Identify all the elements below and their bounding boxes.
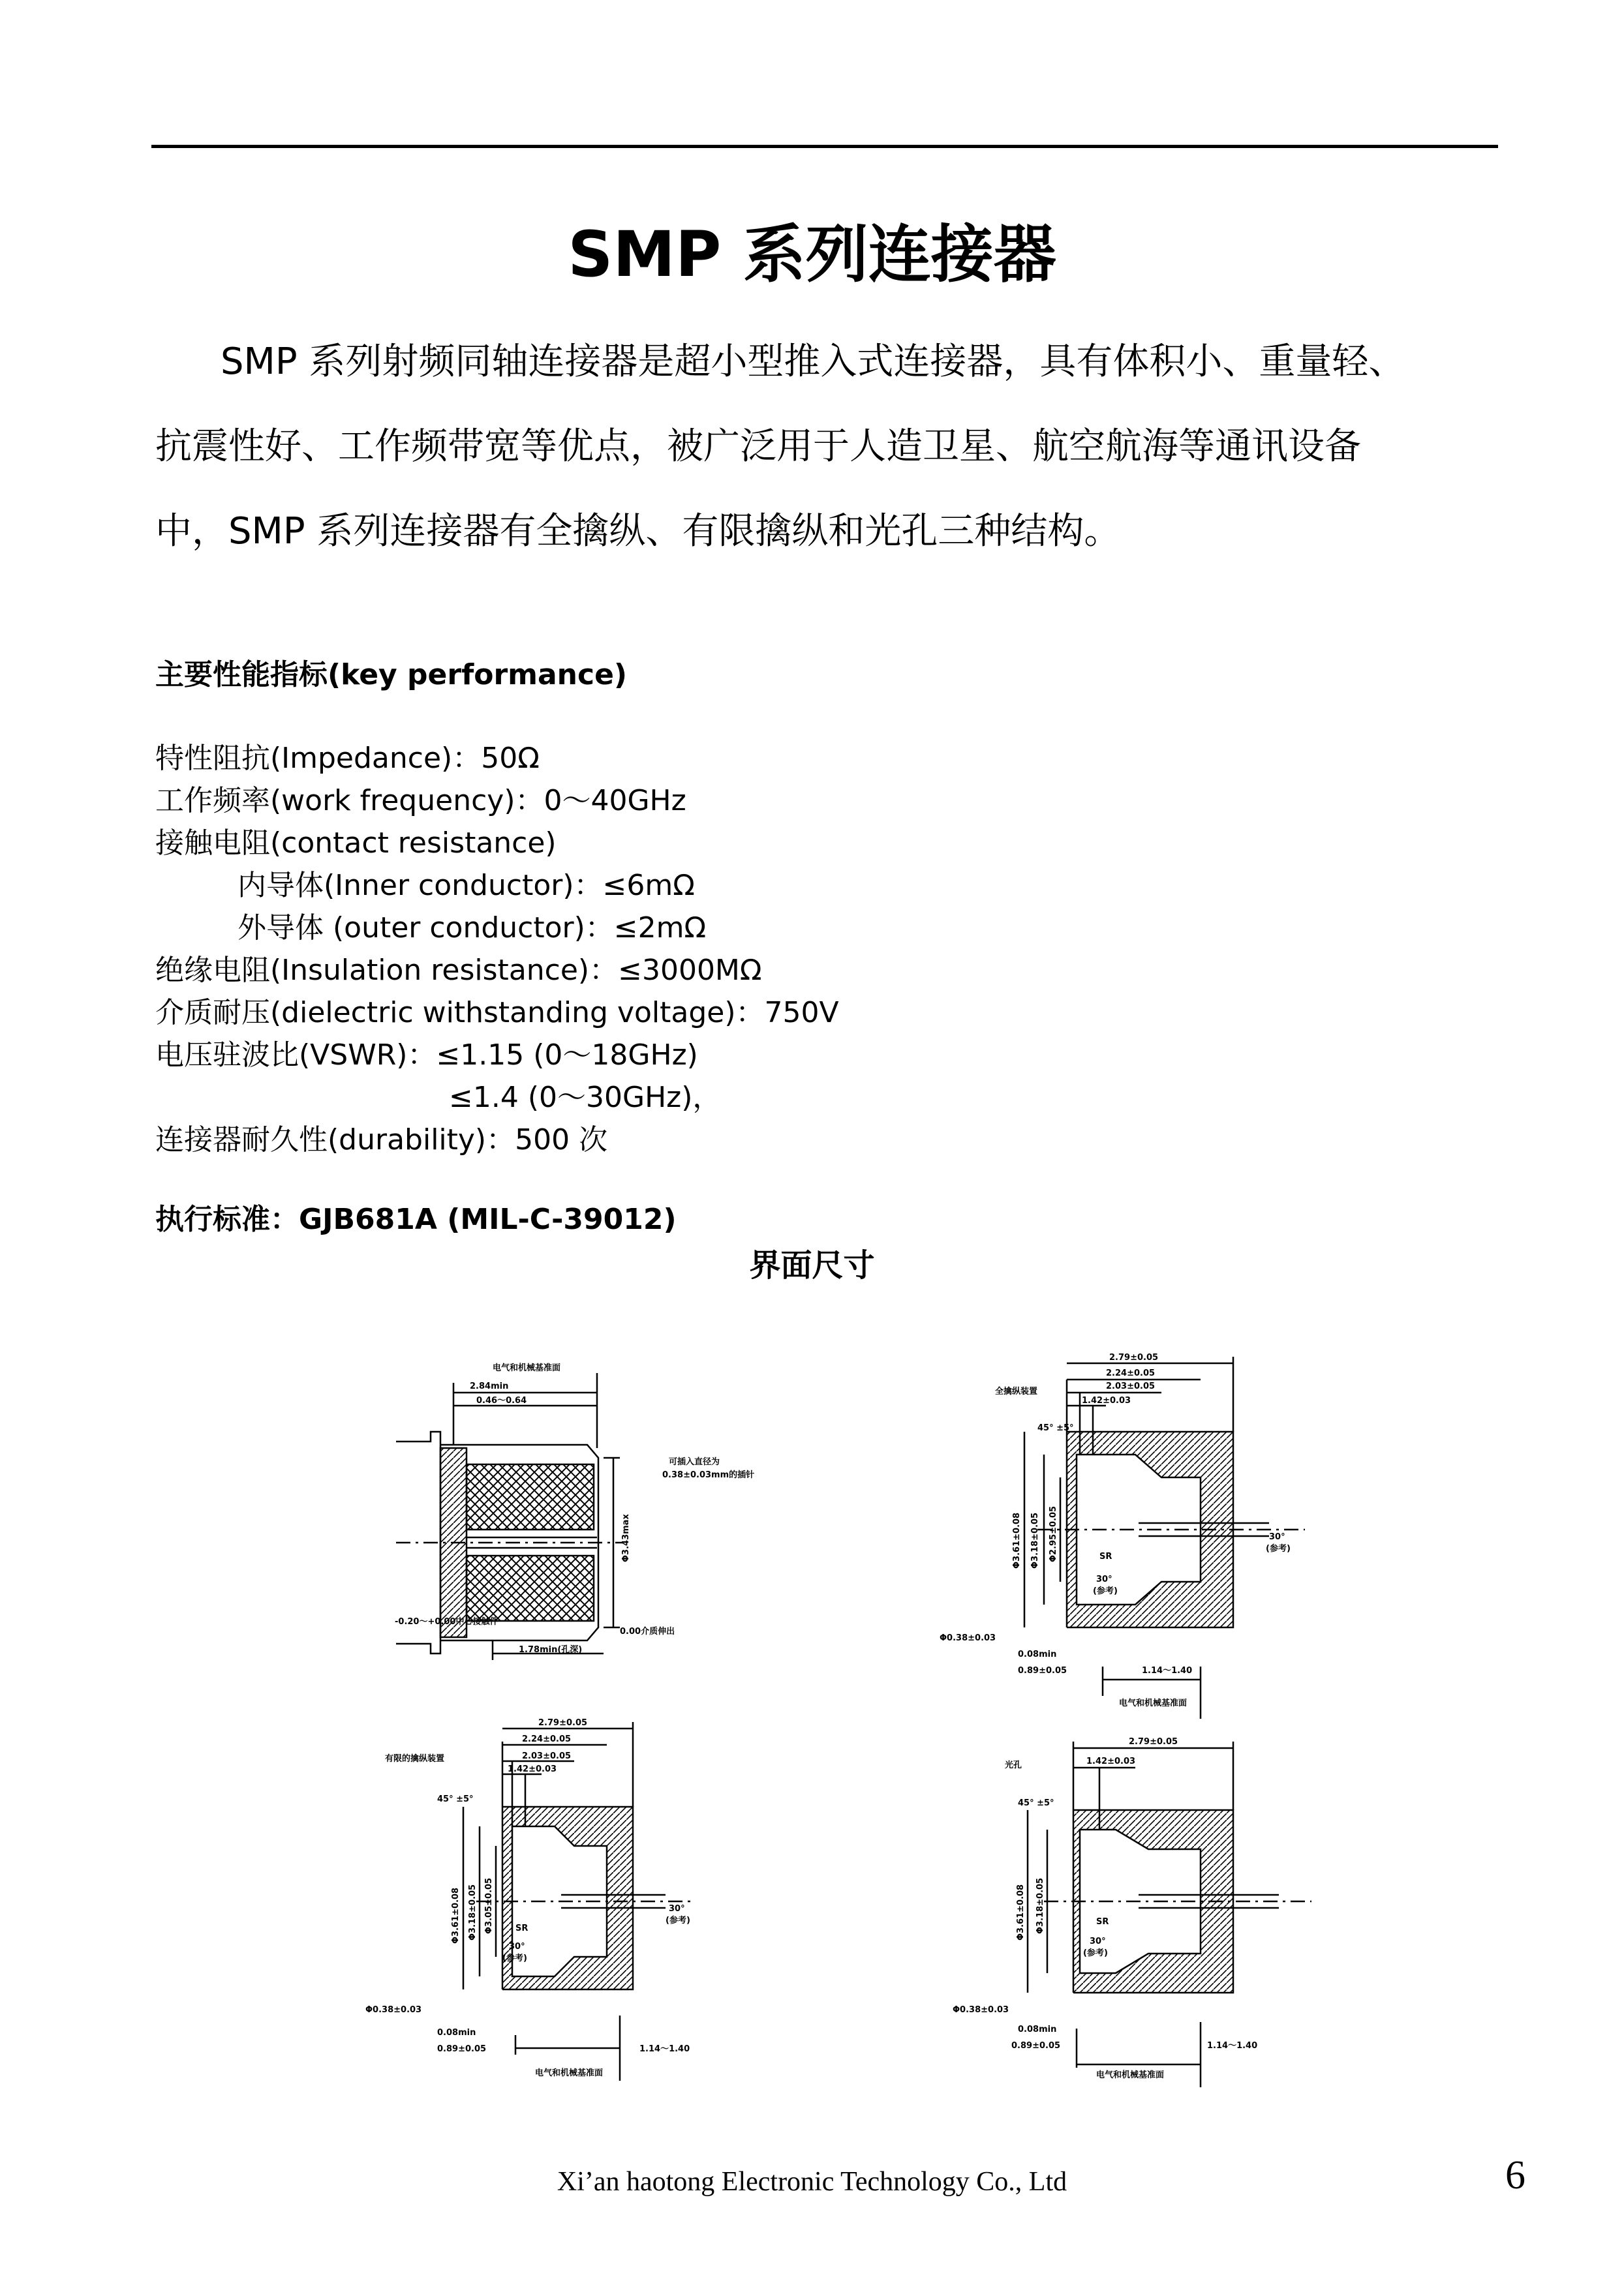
svg-text:光孔: 光孔 [1005,1760,1022,1770]
page-number: 6 [1505,2153,1525,2198]
spec-durability: 连接器耐久性(durability)：500 次 [155,1123,608,1156]
spec-inner-conductor: 内导体(Inner conductor)：≤6mΩ [237,869,695,902]
svg-text:0.00介质伸出: 0.00介质伸出 [620,1627,675,1637]
svg-text:电气和机械基准面: 电气和机械基准面 [493,1363,561,1373]
svg-text:电气和机械基准面: 电气和机械基准面 [535,2068,604,2078]
svg-text:有限的擒纵装置: 有限的擒纵装置 [385,1754,445,1764]
spec-contact-resistance: 接触电阻(contact resistance) [155,826,557,860]
svg-text:2.84min: 2.84min [470,1382,509,1391]
svg-text:30°: 30° [669,1904,685,1914]
svg-text:电气和机械基准面: 电气和机械基准面 [1119,1699,1187,1708]
svg-text:2.79±0.05: 2.79±0.05 [1109,1353,1159,1363]
svg-text:30°: 30° [1096,1575,1112,1584]
svg-text:30°: 30° [509,1942,525,1952]
svg-text:Φ3.05±0.05: Φ3.05±0.05 [484,1877,494,1934]
svg-text:30°: 30° [1269,1532,1285,1542]
svg-text:0.38±0.03mm的插针: 0.38±0.03mm的插针 [662,1470,755,1480]
svg-text:0.46～0.64: 0.46～0.64 [476,1396,527,1406]
spec-dielectric-voltage: 介质耐压(dielectric withstanding voltage)：750V [155,996,839,1029]
svg-text:1.14～1.40: 1.14～1.40 [1207,2041,1258,2051]
svg-text:2.03±0.05: 2.03±0.05 [522,1751,572,1761]
svg-text:2.79±0.05: 2.79±0.05 [538,1718,588,1728]
svg-text:2.24±0.05: 2.24±0.05 [1106,1368,1156,1378]
svg-text:30°: 30° [1090,1937,1106,1946]
svg-text:Φ3.61±0.08: Φ3.61±0.08 [451,1887,461,1944]
svg-text:45° ±5°: 45° ±5° [1037,1423,1074,1433]
svg-text:Φ2.95±0.05: Φ2.95±0.05 [1049,1505,1058,1562]
intro-line-3: 中，SMP 系列连接器有全擒纵、有限擒纵和光孔三种结构。 [155,510,1121,552]
spec-insulation-resistance: 绝缘电阻(Insulation resistance)：≤3000MΩ [155,954,762,987]
spec-outer-conductor: 外导体 (outer conductor)：≤2mΩ [237,911,707,944]
svg-text:Φ3.61±0.08: Φ3.61±0.08 [1012,1512,1022,1569]
svg-text:45° ±5°: 45° ±5° [1018,1798,1054,1808]
intro-line-2: 抗震性好、工作频带宽等优点，被广泛用于人造卫星、航空航海等通讯设备 [155,425,1361,468]
svg-text:0.08min: 0.08min [1018,2025,1057,2034]
spec-list [155,737,839,1161]
svg-text:SR: SR [1096,1917,1109,1927]
intro-paragraph [155,320,1499,574]
svg-text:Φ3.43max: Φ3.43max [621,1514,631,1562]
svg-text:Φ0.38±0.03: Φ0.38±0.03 [365,2005,422,2015]
svg-text:2.03±0.05: 2.03±0.05 [1106,1382,1156,1391]
plug-interface-drawing [388,1353,786,1667]
svg-text:Φ0.38±0.03: Φ0.38±0.03 [953,2005,1009,2015]
header-rule [151,145,1498,148]
svg-text:1.78min(孔深): 1.78min(孔深) [519,1645,583,1655]
spec-vswr-30ghz: ≤1.4 (0～30GHz)， [449,1081,722,1114]
svg-text:1.14～1.40: 1.14～1.40 [639,2044,690,2054]
spec-vswr-18ghz: 电压驻波比(VSWR)：≤1.15 (0～18GHz) [155,1038,698,1072]
svg-text:0.89±0.05: 0.89±0.05 [437,2044,487,2054]
svg-text:(参考): (参考) [1266,1544,1291,1554]
key-performance-heading: 主要性能指标(key performance) [155,658,628,691]
spec-frequency: 工作频率(work frequency)：0～40GHz [155,784,686,817]
standard-heading: 执行标准：GJB681A (MIL-C-39012) [155,1203,677,1236]
svg-text:0.89±0.05: 0.89±0.05 [1011,2041,1061,2051]
svg-text:(参考): (参考) [1083,1948,1108,1958]
svg-text:2.79±0.05: 2.79±0.05 [1129,1737,1178,1747]
smooth-bore-drawing [940,1715,1331,2087]
intro-line-1: SMP 系列射频同轴连接器是超小型推入式连接器，具有体积小、重量轻、 [221,340,1405,383]
footer-company: Xi’an haotong Electronic Technology Co., Ltd [557,2167,1067,2197]
svg-text:可插入直径为: 可插入直径为 [669,1457,720,1467]
svg-text:0.08min: 0.08min [437,2028,476,2038]
svg-text:1.42±0.03: 1.42±0.03 [1086,1757,1136,1766]
svg-text:Φ3.61±0.08: Φ3.61±0.08 [1016,1884,1026,1941]
svg-text:0.08min: 0.08min [1018,1650,1057,1659]
svg-text:Φ3.18±0.05: Φ3.18±0.05 [1035,1877,1045,1934]
page-title: SMP 系列连接器 [568,218,1056,291]
svg-text:-0.20～+0.00中心接触件: -0.20～+0.00中心接触件 [395,1617,498,1627]
spec-impedance: 特性阻抗(Impedance)：50Ω [155,742,540,775]
svg-text:45° ±5°: 45° ±5° [437,1794,474,1804]
interface-caption: 界面尺寸 [749,1247,875,1284]
svg-text:Φ3.18±0.05: Φ3.18±0.05 [1030,1512,1040,1569]
svg-text:SR: SR [1099,1552,1112,1562]
full-detent-drawing [940,1340,1331,1719]
svg-text:(参考): (参考) [666,1916,690,1926]
svg-text:SR: SR [515,1924,529,1933]
svg-text:1.42±0.03: 1.42±0.03 [508,1764,557,1774]
svg-text:1.42±0.03: 1.42±0.03 [1082,1396,1131,1406]
svg-text:Φ3.18±0.05: Φ3.18±0.05 [468,1884,478,1941]
limited-detent-drawing [365,1689,731,2081]
svg-text:(参考): (参考) [502,1954,527,1963]
svg-text:(参考): (参考) [1093,1586,1118,1596]
svg-text:2.24±0.05: 2.24±0.05 [522,1734,572,1744]
svg-text:Φ0.38±0.03: Φ0.38±0.03 [940,1633,996,1643]
svg-text:电气和机械基准面: 电气和机械基准面 [1096,2070,1165,2080]
svg-text:全擒纵装置: 全擒纵装置 [995,1387,1038,1397]
svg-text:0.89±0.05: 0.89±0.05 [1018,1666,1067,1676]
svg-text:1.14～1.40: 1.14～1.40 [1142,1666,1193,1676]
